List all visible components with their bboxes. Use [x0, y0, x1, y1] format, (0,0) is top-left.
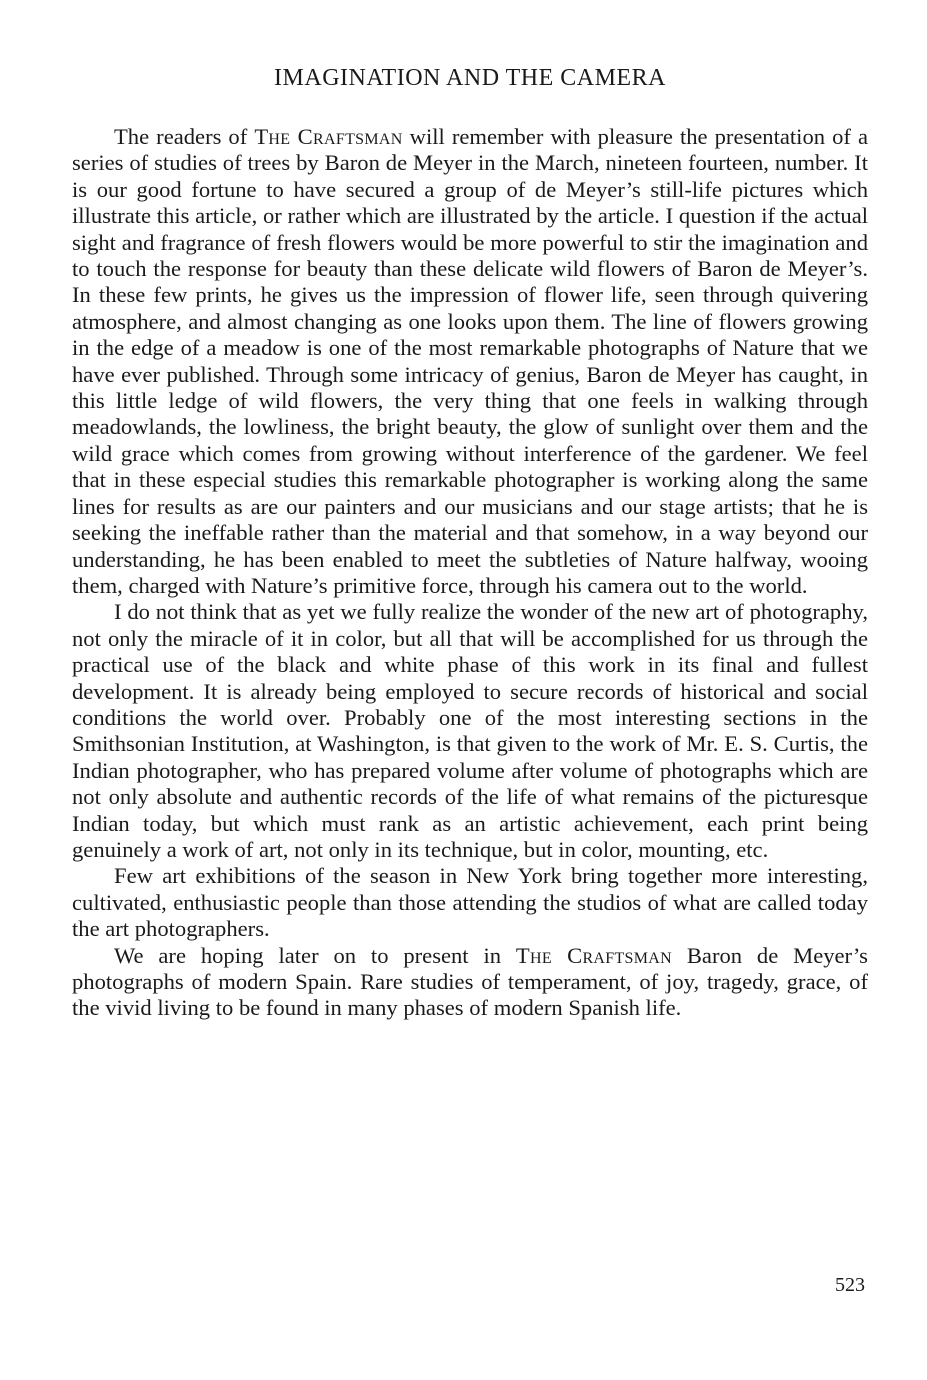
paragraph-1-body: will remember with pleasure the presentation of a series of studies of trees by Baron de Meyer in the March, nineteen fourteen, number. It is our good fortune to have secured a group of de Meyer’s still-life pictures which illustrate this article, or rather which are illustrated by the article. I question if the actual sight and fragrance of fresh flowers would be more powerful to stir the imagination and to touch the response for beauty than these delicate wild flowers of Baron de Meyer’s. In these few prints, he gives us the impression of flower life, seen through quivering atmosphere, and almost changing as one looks upon them. The line of flowers growing in the edge of a meadow is one of the most remarkable photographs of Nature that we have ever published. Through some intricacy of genius, Baron de Meyer has caught, in this little ledge of wild flowers, the very thing that one feels in walking through meadowlands, the lowliness, the bright beauty, the glow of sunlight over them and the wild grace which comes from growing without interference of the gardener. We feel that in these especial studies this remarkable photographer is working along the same lines for results as are our painters and our musicians and our stage artists; that he is seeking the ineffable rather than the material and that somehow, in a way beyond our understanding, he has been enabled to meet the subtleties of Nature halfway, wooing them, charged with Nature’s primitive force, through his camera out to the world. — [72, 124, 868, 598]
paragraph-4-body: Baron de Meyer’s photographs of modern Spain. Rare studies of temperament, of joy, tragedy, grace, of the vivid living to be found in many phases of modern Spanish life. — [72, 942, 868, 1021]
page-number: 523 — [835, 1274, 865, 1296]
article-page — [72, 58, 868, 1022]
article-title: IMAGINATION AND THE CAMERA — [274, 65, 666, 91]
paragraph-4-lead: We are hoping later on to present in — [114, 942, 516, 968]
paragraph-1-lead: The readers of — [114, 124, 255, 149]
paragraph-3: Few art exhibitions of the season in New York bring together more interesting, cultivated, enthusiastic people than those attending the studios of what are called today the art photographers. — [72, 863, 868, 942]
magazine-name: The Craftsman — [515, 942, 672, 968]
magazine-name: The Craftsman — [254, 124, 403, 149]
paragraph-4 — [72, 943, 868, 1022]
paragraph-2: I do not think that as yet we fully realize the wonder of the new art of photography, not only the miracle of it in color, but all that will be accomplished for us through the practical use of the black and white phase of this work in its final and fullest development. It is already being employed to secure records of historical and social conditions the world over. Probably one of the most interesting sections in the Smithsonian Institution, at Washington, is that given to the work of Mr. E. S. Curtis, the Indian photographer, who has prepared volume after volume of photographs which are not only absolute and authentic records of the life of what remains of the picturesque Indian today, but which must rank as an artistic achievement, each print being genuinely a work of art, not only in its technique, but in color, mounting, etc. — [72, 599, 868, 862]
paragraph-1 — [72, 124, 868, 599]
